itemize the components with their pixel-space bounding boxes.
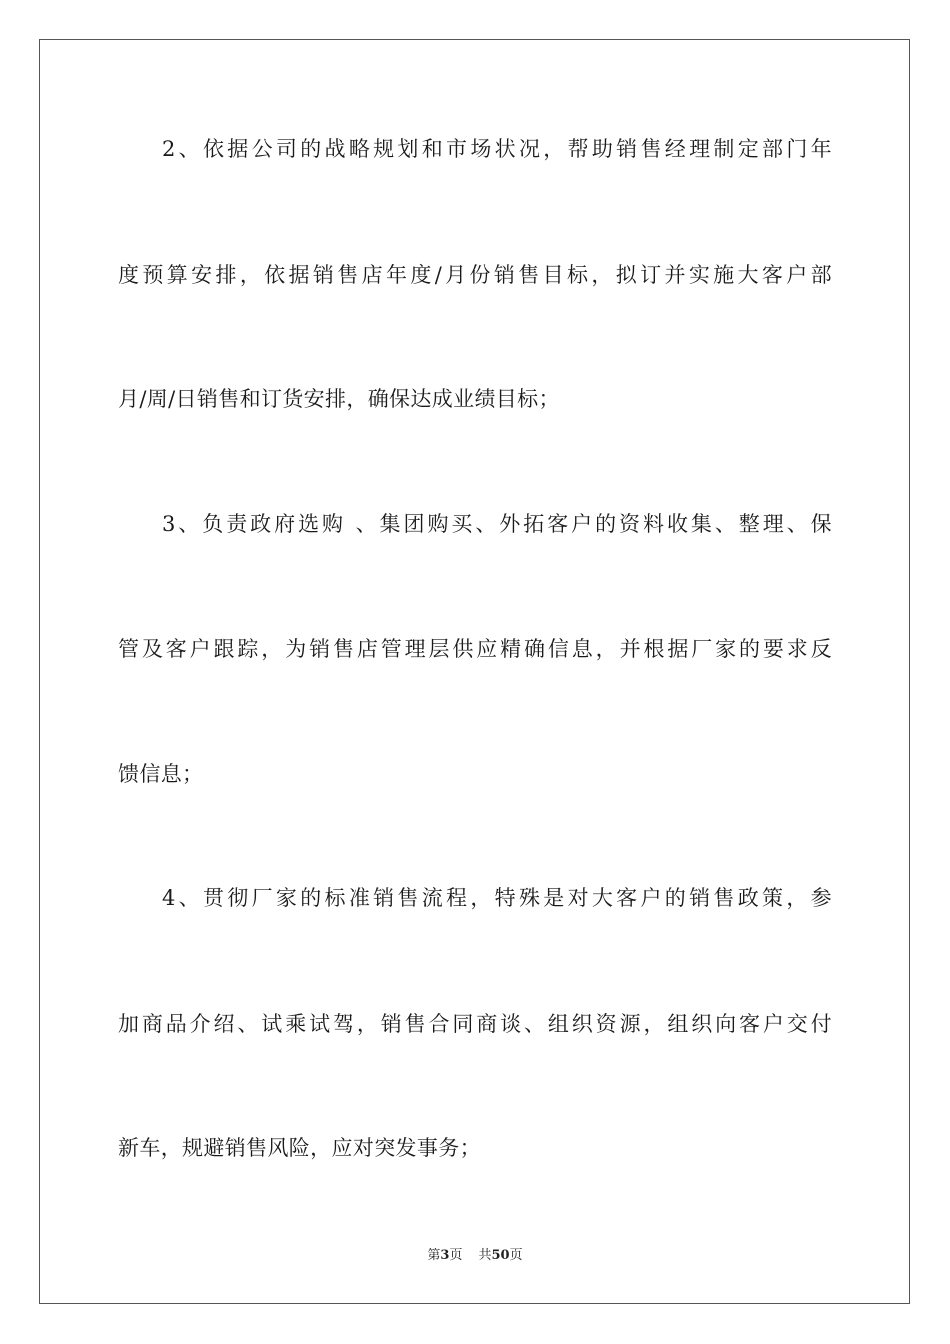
paragraph-3-line-2: 管及客户跟踪，为销售店管理层供应精确信息，并根据厂家的要求反 — [118, 637, 832, 661]
paragraph-3-line-1: 3、负责政府选购 、集团购买、外拓客户的资料收集、整理、保 — [162, 512, 832, 536]
total-prefix: 共 — [478, 1248, 492, 1263]
paragraph-2-line-1: 2、依据公司的战略规划和市场状况，帮助销售经理制定部门年 — [162, 137, 832, 161]
page-border — [39, 39, 910, 1304]
page-footer — [0, 1247, 950, 1265]
paragraph-3-line-3: 馈信息； — [118, 762, 204, 786]
paragraph-2-line-3: 月/周/日销售和订货安排，确保达成业绩目标； — [118, 387, 560, 411]
total-suffix: 页 — [509, 1248, 523, 1263]
paragraph-4-line-3: 新车，规避销售风险，应对突发事务； — [118, 1136, 481, 1160]
page-suffix: 页 — [449, 1248, 463, 1263]
paragraph-4-line-2: 加商品介绍、试乘试驾，销售合同商谈、组织资源，组织向客户交付 — [118, 1012, 832, 1036]
current-page-number: 3 — [440, 1248, 450, 1263]
paragraph-4-line-1: 4、贯彻厂家的标准销售流程，特殊是对大客户的销售政策，参 — [162, 886, 832, 910]
total-pages-number: 50 — [491, 1248, 510, 1263]
page-prefix: 第 — [427, 1248, 441, 1263]
paragraph-2-line-2: 度预算安排，依据销售店年度/月份销售目标，拟订并实施大客户部 — [118, 263, 832, 287]
